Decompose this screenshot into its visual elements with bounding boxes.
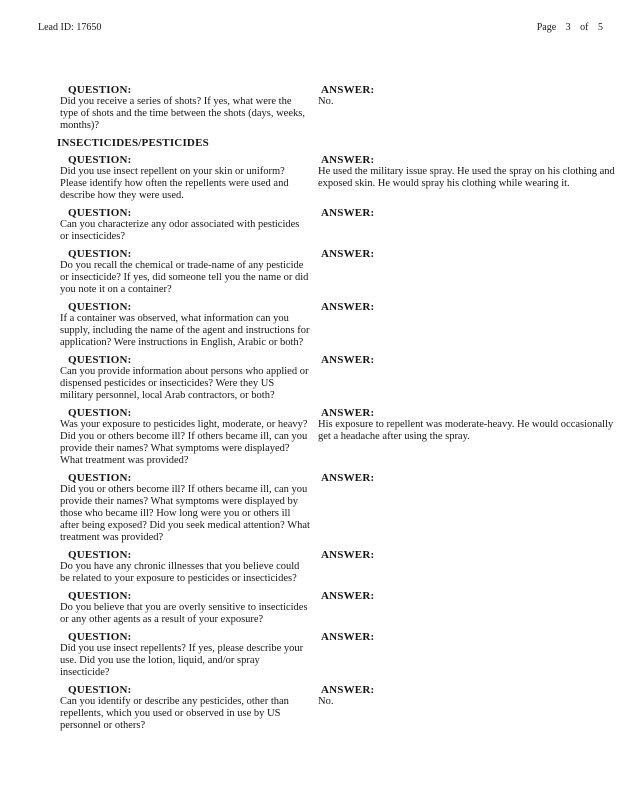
qa-row xyxy=(60,590,623,626)
answer-label: ANSWER: xyxy=(321,154,375,166)
question-label: QUESTION: xyxy=(68,84,132,96)
question-text: Can you characterize any odor associated with pesticides or insecticides? xyxy=(60,219,300,242)
page-header xyxy=(38,22,603,33)
answer-cell xyxy=(318,154,618,190)
question-cell xyxy=(60,207,310,243)
question-label: QUESTION: xyxy=(68,590,132,602)
answer-label: ANSWER: xyxy=(321,248,375,260)
answer-label: ANSWER: xyxy=(321,354,375,366)
qa-list xyxy=(57,84,623,737)
question-cell xyxy=(60,154,310,202)
answer-label: ANSWER: xyxy=(321,472,375,484)
answer-text: No. xyxy=(318,96,334,107)
section-heading: INSECTICIDES/PESTICIDES xyxy=(57,137,209,149)
question-cell xyxy=(60,407,310,467)
question-label: QUESTION: xyxy=(68,207,132,219)
answer-label: ANSWER: xyxy=(321,590,375,602)
answer-label: ANSWER: xyxy=(321,684,375,696)
answer-text: He used the military issue spray. He used the spray on his clothing and exposed skin. He would spray his clothing while wearing it. xyxy=(318,166,615,189)
question-cell xyxy=(60,354,310,402)
lead-id: Lead ID: 17650 xyxy=(38,22,102,33)
answer-text: No. xyxy=(318,696,334,707)
question-cell xyxy=(60,248,310,296)
question-cell xyxy=(60,301,310,349)
page-number: Page 3 of 5 xyxy=(536,22,603,33)
qa-row xyxy=(60,407,623,467)
answer-cell xyxy=(318,301,618,313)
question-label: QUESTION: xyxy=(68,684,132,696)
answer-cell xyxy=(318,472,618,484)
answer-cell xyxy=(318,590,618,602)
question-label: QUESTION: xyxy=(68,407,132,419)
answer-cell xyxy=(318,248,618,260)
answer-label: ANSWER: xyxy=(321,549,375,561)
qa-row xyxy=(60,684,623,732)
qa-row xyxy=(60,301,623,349)
question-cell xyxy=(60,472,310,544)
question-text: Did you use insect repellents? If yes, please describe your use. Did you use the lotion, liquid, and/or spray insecticide? xyxy=(60,643,304,678)
qa-row xyxy=(60,248,623,296)
question-cell xyxy=(60,590,310,626)
question-cell xyxy=(60,84,310,132)
answer-label: ANSWER: xyxy=(321,407,375,419)
question-label: QUESTION: xyxy=(68,248,132,260)
question-text: Can you identify or describe any pesticides, other than repellents, which you used or observed in use by US personnel or others? xyxy=(60,696,289,731)
qa-row xyxy=(60,631,623,679)
question-label: QUESTION: xyxy=(68,549,132,561)
question-text: If a container was observed, what information can you supply, including the name of the agent and instructions for application? Were instructions in English, Arabic or both? xyxy=(60,313,310,348)
question-label: QUESTION: xyxy=(68,301,132,313)
question-cell xyxy=(60,631,310,679)
question-cell xyxy=(60,684,310,732)
answer-text: His exposure to repellent was moderate-heavy. He would occasionally get a headache after using the spray. xyxy=(318,419,614,442)
question-text: Did you receive a series of shots? If yes, what were the type of shots and the time between the shots (days, weeks, months)? xyxy=(60,96,305,131)
question-text: Did you use insect repellent on your skin or uniform? Please identify how often the repellents were used and describe how they were used. xyxy=(60,166,289,201)
question-label: QUESTION: xyxy=(68,472,132,484)
qa-row xyxy=(60,354,623,402)
answer-label: ANSWER: xyxy=(321,207,375,219)
answer-cell xyxy=(318,631,618,643)
answer-label: ANSWER: xyxy=(321,84,375,96)
answer-label: ANSWER: xyxy=(321,301,375,313)
qa-row xyxy=(60,207,623,243)
qa-row xyxy=(60,84,623,132)
question-text: Do you recall the chemical or trade-name of any pesticide or insecticide? If yes, did someone tell you the name or did you note it on a container? xyxy=(60,260,309,295)
qa-row xyxy=(60,549,623,585)
question-text: Do you believe that you are overly sensitive to insecticides or any other agents as a result of your exposure? xyxy=(60,602,308,625)
answer-cell xyxy=(318,84,618,108)
answer-cell xyxy=(318,549,618,561)
qa-row xyxy=(60,472,623,544)
answer-cell xyxy=(318,407,618,443)
question-label: QUESTION: xyxy=(68,631,132,643)
question-text: Did you or others become ill? If others became ill, can you provide their names? What symptoms were displayed by those who became ill? How long were you or others ill after being exposed? Did you seek medical attention? What treatment was provided? xyxy=(60,484,310,543)
question-label: QUESTION: xyxy=(68,354,132,366)
answer-cell xyxy=(318,684,618,708)
answer-cell xyxy=(318,354,618,366)
answer-cell xyxy=(318,207,618,219)
question-label: QUESTION: xyxy=(68,154,132,166)
question-text: Do you have any chronic illnesses that you believe could be related to your exposure to pesticides or insecticides? xyxy=(60,561,300,584)
qa-row xyxy=(60,154,623,202)
answer-label: ANSWER: xyxy=(321,631,375,643)
question-text: Was your exposure to pesticides light, moderate, or heavy? Did you or others become ill? If others became ill, can you provide their names? What symptoms were displayed? What treatment was provided? xyxy=(60,419,308,466)
question-text: Can you provide information about persons who applied or dispensed pesticides or insecticides? Were they US military personnel, local Arab contractors, or both? xyxy=(60,366,309,401)
question-cell xyxy=(60,549,310,585)
